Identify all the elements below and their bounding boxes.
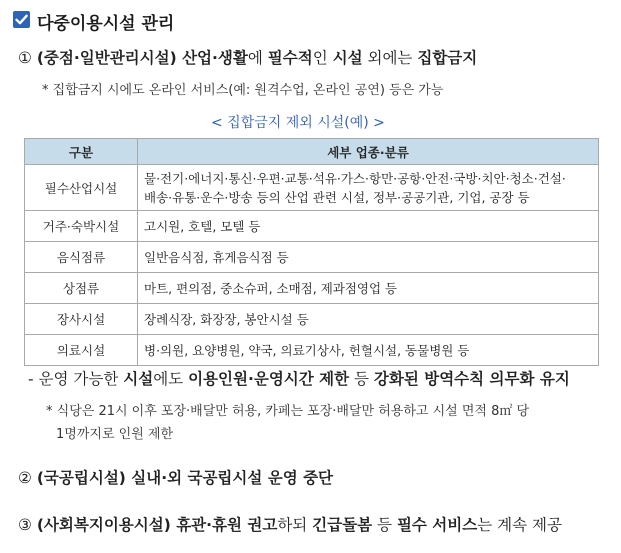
section-heading: 다중이용시설 관리	[37, 14, 175, 34]
table-cell-detail: 마트, 편의점, 중소슈퍼, 소매점, 제과점영업 등	[138, 273, 599, 304]
table-row	[25, 211, 599, 242]
item-1	[18, 46, 477, 68]
table-row	[25, 165, 599, 211]
item-3	[18, 513, 562, 535]
checkbox-icon	[13, 11, 30, 28]
item-1-part-7: 집합금지	[417, 49, 478, 67]
item-3-number: ③	[18, 516, 32, 534]
dash-item-part-5: 등	[349, 370, 374, 388]
table-cell-category: 장사시설	[25, 304, 138, 335]
note-2-line-1: * 식당은 21시 이후 포장·배달만 허용, 카페는 포장·배달만 허용하고 시설 면적 8㎡ 당	[46, 404, 530, 419]
table-row	[25, 273, 599, 304]
note-1: * 집합금지 시에도 온라인 서비스(예: 원격수업, 온라인 공연) 등은 가능	[42, 83, 444, 98]
table-cell-detail: 병·의원, 요양병원, 약국, 의료기상사, 헌혈시설, 동물병원 등	[138, 335, 599, 366]
table-cell-category: 거주·숙박시설	[25, 211, 138, 242]
item-3-part-2: 하되	[277, 516, 313, 534]
table-cell-detail	[138, 165, 599, 211]
item-2	[18, 466, 333, 488]
dash-item-part-3: 에도	[153, 370, 189, 388]
item-3-part-5: 필수 서비스	[396, 516, 478, 534]
item-1-part-2: 에	[247, 49, 268, 67]
item-1-part-5: 시설	[332, 49, 363, 67]
item-3-part-3: 긴급돌봄	[312, 516, 373, 534]
item-2-text: (국공립시설) 실내·외 국공립시설 운영 중단	[36, 469, 334, 487]
table-cell-category: 의료시설	[25, 335, 138, 366]
table-cell-category: 필수산업시설	[25, 165, 138, 211]
item-1-part-3: 필수적	[267, 49, 313, 67]
dash-item-part-2: 시설	[123, 370, 154, 388]
table-header-category: 구분	[25, 139, 138, 165]
item-1-part-1: (중점·일반관리시설) 산업·생활	[36, 49, 248, 67]
table-row	[25, 304, 599, 335]
table-cell-detail: 일반음식점, 휴게음식점 등	[138, 242, 599, 273]
dash-item-part-6: 강화된 방역수칙 의무화 유지	[373, 370, 570, 388]
table-cell-detail: 고시원, 호텔, 모텔 등	[138, 211, 599, 242]
table-cell-category: 상점류	[25, 273, 138, 304]
dash-item	[28, 367, 570, 389]
item-1-part-6: 외에는	[362, 49, 418, 67]
item-3-part-6: 는 계속 제공	[477, 516, 562, 534]
item-3-part-1: (사회복지이용시설) 휴관·휴원 권고	[36, 516, 278, 534]
table-cell-detail-line-1: 물·전기·에너지·통신·우편·교통·석유·가스·항만·공항·안전·국방·치안·청소·건설·	[144, 170, 566, 186]
item-2-number: ②	[18, 469, 32, 487]
table-header-row	[25, 139, 599, 165]
item-3-part-4: 등	[372, 516, 397, 534]
exempt-facilities-table	[24, 138, 599, 366]
item-1-number: ①	[18, 49, 32, 67]
table-title: < 집합금지 제외 시설(예) >	[211, 115, 385, 131]
dash-item-part-4: 이용인원·운영시간 제한	[188, 370, 350, 388]
item-1-part-4: 인	[312, 49, 333, 67]
table-row	[25, 242, 599, 273]
dash-item-part-1: - 운영 가능한	[28, 370, 124, 388]
table-cell-detail: 장례식장, 화장장, 봉안시설 등	[138, 304, 599, 335]
table-cell-category: 음식점류	[25, 242, 138, 273]
table-cell-detail-line-2: 배송·유통·운수·방송 등의 산업 관련 시설, 정부·공공기관, 기업, 공장 등	[144, 189, 530, 205]
table-header-detail: 세부 업종·분류	[138, 139, 599, 165]
note-2-line-2: 1명까지로 인원 제한	[56, 427, 173, 442]
table-row	[25, 335, 599, 366]
